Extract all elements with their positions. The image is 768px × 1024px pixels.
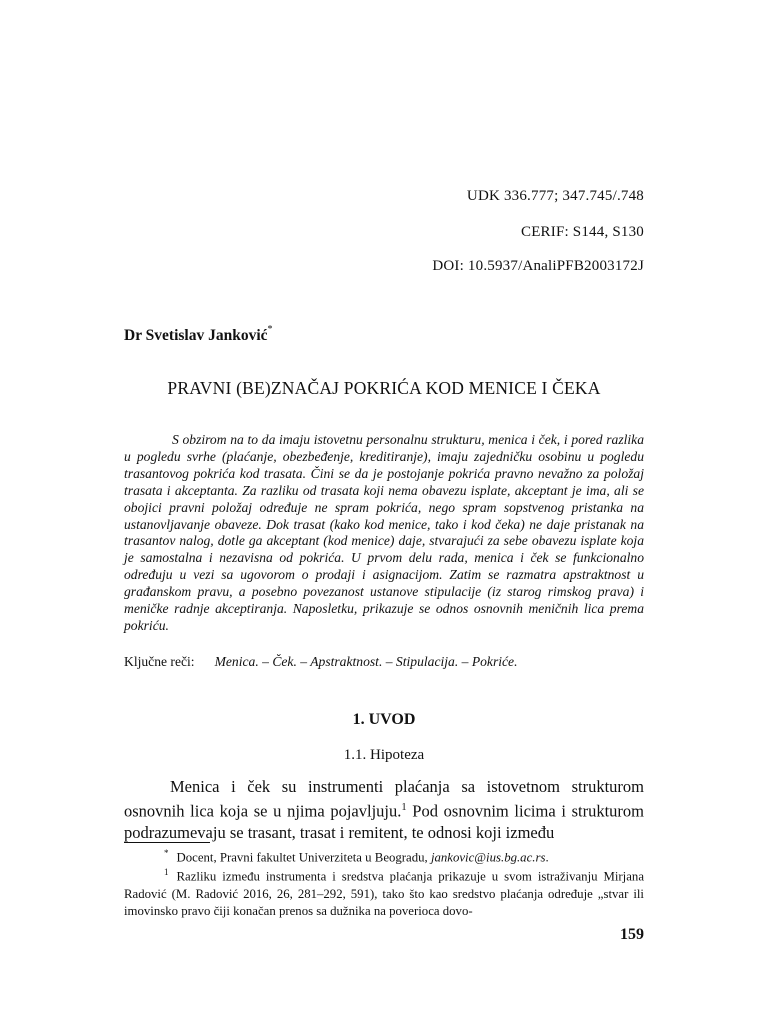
author-name (124, 326, 273, 345)
footnote-text: Docent, Pravni fakultet Univerziteta u Beogradu, (176, 850, 431, 865)
subsection-heading: 1.1. Hipoteza (343, 747, 425, 763)
keywords-values: Menica. – Ček. – Apstraktnost. – Stipulacija. – Pokriće. (214, 654, 518, 669)
keywords (124, 654, 518, 670)
body-paragraph (124, 776, 644, 843)
paper-title: PRAVNI (BE)ZNAČAJ POKRIĆA KOD MENICE I ČEKA (167, 378, 601, 398)
author-name-text: Dr Svetislav Janković (124, 327, 268, 345)
doi: DOI: 10.5937/AnaliPFB2003172J (432, 258, 644, 274)
abstract (124, 432, 644, 635)
abstract-text: S obzirom na to da imaju istovetnu personalnu strukturu, menica i ček, i pored razlika u pogledu svrhe (plaćanje, obezbeđenje, kreditiranje), imaju zajedničku osobinu u pogledu trasantovog pokrića kod trasata. Čini se da je postojanje pokrića pravno nevažno za položaj trasata i akceptanta. Za razliku od trasata koji nema obavezu isplate, akceptant je ima, ali se obojici pravni položaj određuje ne spram pokrića, nego spram sopstvenog pristanka na ustanovljavanje obaveze. Dok trasat (kako kod menice, tako i kod čeka) ne daje pristanak na trasantov nalog, dotle ga akceptant (kod menice) daje, stvarajući za sebe obavezu isplate koja je samostalna i nezavisna od pokrića. U prvom delu rada, menica i ček se funkcionalno određuju u vezi sa ugovorom o prodaji i asignacijom. Zatim se razmatra apstraktnost u građanskom pravu, a posebno povezanost ustanove stipulacije (iz starog rimskog prava) i meničke radnje akceptiranja. Naposletku, prikazuje se odnos osnovnih meničnih lica prema pokriću. (124, 432, 644, 633)
footnote-marker: 1 (164, 867, 169, 877)
page-number: 159 (620, 926, 644, 943)
keywords-label: Ključne reči: (124, 654, 195, 669)
body-text-cont: Pod osnovnim licima i strukturom podrazumevaju se trasant, trasat i remitent, te odnosi koji između (124, 801, 644, 842)
footnote-marker: * (164, 848, 169, 858)
footnote-end: . (545, 850, 549, 865)
body-text: Menica i ček su instrumenti plaćanja sa istovetnom strukturom osnovnih lica koja se u njima pojavljuju. (124, 777, 644, 821)
footnote-1 (124, 864, 644, 920)
section-heading: 1. UVOD (352, 711, 416, 728)
udk-code: UDK 336.777; 347.745/.748 (466, 188, 644, 204)
author-footnote-marker: * (267, 324, 273, 335)
footnote-rule (124, 842, 210, 843)
footnote-text: Razliku između instrumenta i sredstva plaćanja prikazuje u svom istraživanju Mirjana Radović (M. Radović 2016, 26, 281–292, 591), tako što kao sredstvo plaćanja određuje „stvar ili imovinsko pravo čiji konačan prenos sa dužnika na poverioca dovo- (124, 869, 644, 919)
footnote-ref: 1 (401, 802, 407, 813)
footnote-email: jankovic@ius.bg.ac.rs (430, 850, 546, 865)
cerif-code: CERIF: S144, S130 (520, 224, 644, 240)
